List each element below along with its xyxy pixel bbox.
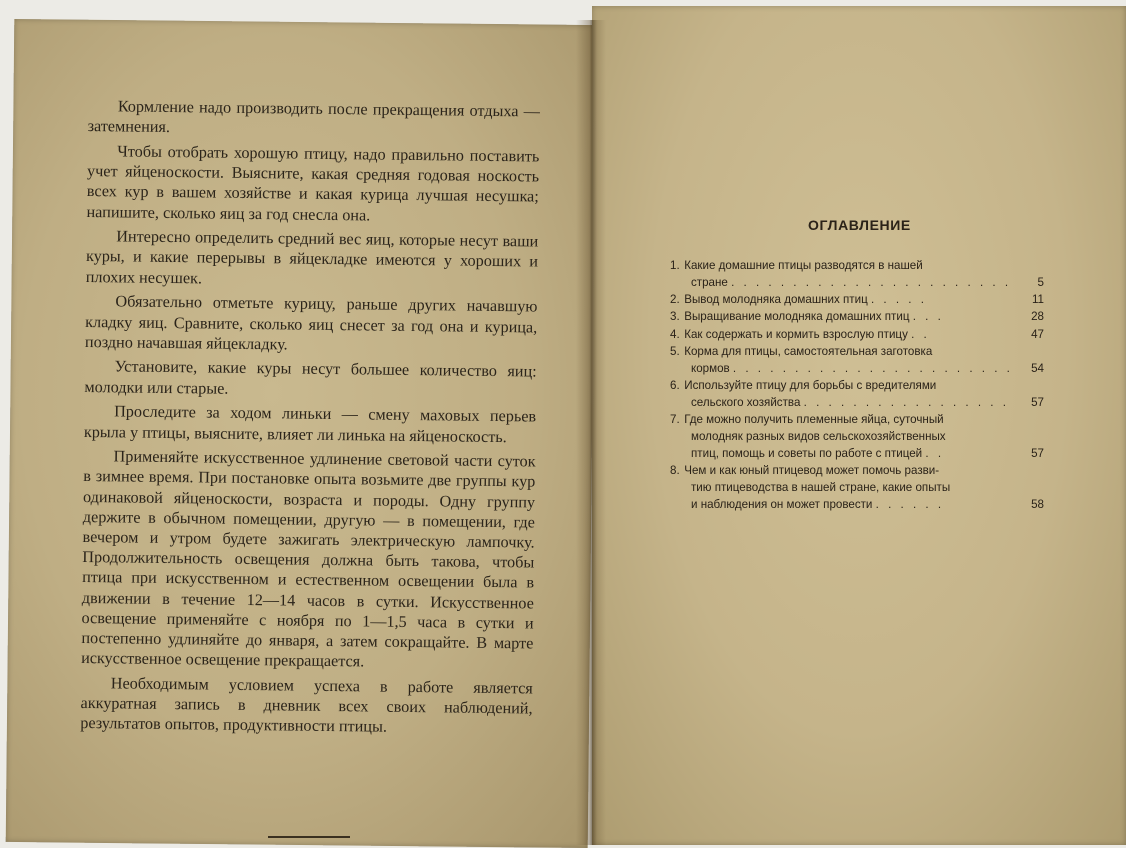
- toc-entry: 3. Выращивание молодняка домашних птиц . . . 28: [670, 309, 1044, 326]
- toc-entry: 2. Вывод молодняка домашних птиц . . . . . 11: [670, 292, 1044, 309]
- table-of-contents: [670, 258, 1044, 514]
- book-gutter: [576, 20, 606, 845]
- paragraph: Проследите за ходом линьки — смену маховых перьев крыла у птицы, выясните, влияет ли линька на яйценоскость.: [83, 402, 537, 446]
- toc-page-number: 47: [1031, 327, 1044, 341]
- toc-page-number: 11: [1031, 293, 1044, 307]
- toc-entry: 7. Где можно получить племенные яйца, суточный молодняк разных видов сельскохозяйственных птиц, помощь и советы по работе с птицей . . 57: [670, 412, 1044, 462]
- toc-page-number: 57: [1031, 446, 1044, 460]
- paragraph: Установите, какие куры несут большее количество яиц: молодки или старые.: [84, 357, 537, 398]
- toc-page-number: 58: [1031, 497, 1044, 511]
- paragraph: Интересно определить средний вес яиц, которые несут ваши куры, и какие перерывы в яйцекладке имеются у хороших и плохих несушек.: [85, 227, 539, 288]
- footer-rule: [268, 836, 350, 838]
- toc-entry: 5. Корма для птицы, самостоятельная заготовка кормов . . . . . . . . . . . . . . . . . . . . . . . 54: [670, 344, 1044, 378]
- toc-page-number: 57: [1031, 395, 1044, 409]
- paragraph: Чтобы отобрать хорошую птицу, надо правильно поставить учет яйценоскости. Выясните, какая средняя годовая носкость всех кур в вашем хозяйстве и какая курица лучшая несушка; напишите, сколько яиц за год снесла она.: [86, 142, 540, 224]
- paragraph: Применяйте искусственное удлинение световой части суток в зимнее время. При постановке опыта возьмите две группы кур одинаковой яйценоскости, возраста и породы. Одну группу держите в обычном помещении, другую — в помещении, где вечером и утром будете зажигать электрическую лампочку. Продолжительность освещения должна быть такова, чтобы птица при искусственном и естественном освещении была в движении в течение 12—14 часов в сутки. Искусственное освещение применяйте с ноября по 1—1,5 часа в сутки и постепенно удлиняйте до января, а затем сокращайте. В марте искусственное освещение прекращается.: [81, 447, 536, 671]
- toc-entry: 6. Используйте птицу для борьбы с вредителями сельского хозяйства . . . . . . . . . . . . . . . . . 57: [670, 378, 1044, 412]
- paragraph: Обязательно отметьте курицу, раньше других начавшую кладку яиц. Сравните, сколько яиц снесет за год она и курица, поздно начавшая яйцекладку.: [84, 292, 538, 354]
- toc-page-number: 54: [1031, 361, 1044, 375]
- toc-page-number: 5: [1037, 275, 1044, 289]
- toc-page-number: 28: [1031, 310, 1044, 324]
- toc-entry: 1. Какие домашние птицы разводятся в нашей стране . . . . . . . . . . . . . . . . . . . . . . . 5: [670, 258, 1044, 292]
- paragraph: Кормление надо производить после прекращения отдыха — затемнения.: [87, 97, 540, 137]
- toc-title: ОГЛАВЛЕНИЕ: [808, 217, 911, 233]
- left-page-body: [80, 96, 540, 744]
- paragraph: Необходимым условием успеха в работе является аккуратная запись в дневник всех своих наблюдений, результатов опытов, продуктивности птицы.: [80, 674, 533, 737]
- toc-entry: 8. Чем и как юный птицевод может помочь разви- тию птицеводства в нашей стране, какие опыты и наблюдения он может провести . . . . . . 58: [670, 463, 1044, 513]
- toc-entry: 4. Как содержать и кормить взрослую птицу . . 47: [670, 327, 1044, 344]
